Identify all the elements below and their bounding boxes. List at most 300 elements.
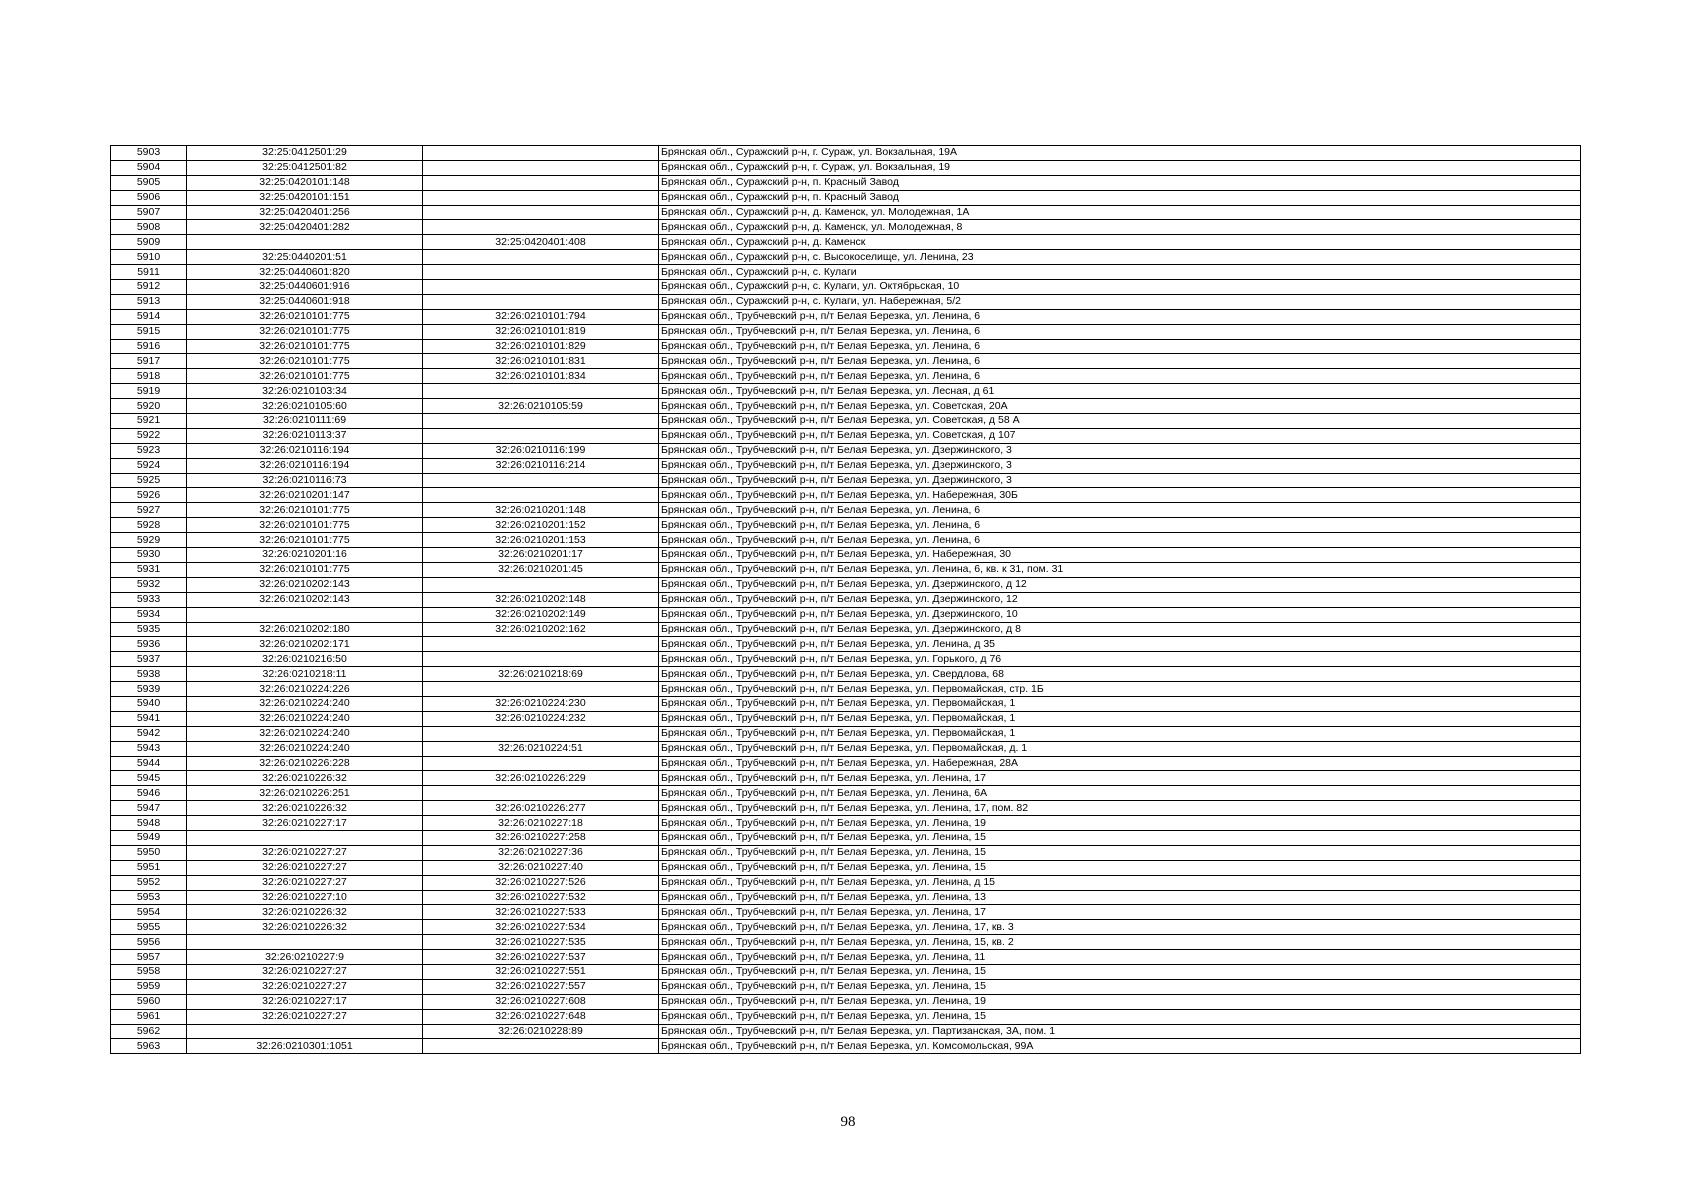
- cadastral-number-cell: 32:26:0210101:775: [187, 518, 423, 533]
- part-cadastral-number-cell: [423, 175, 659, 190]
- row-number-cell: 5944: [111, 756, 187, 771]
- cadastral-number-cell: 32:26:0210226:32: [187, 920, 423, 935]
- table-row: [111, 950, 1581, 965]
- table-row: [111, 994, 1581, 1009]
- address-cell: Брянская обл., Трубчевский р-н, п/т Белая Березка, ул. Ленина, 6: [659, 518, 1581, 533]
- row-number-cell: 5929: [111, 533, 187, 548]
- row-number-cell: 5961: [111, 1009, 187, 1024]
- cadastral-number-cell: 32:26:0210202:143: [187, 592, 423, 607]
- table-row: [111, 696, 1581, 711]
- part-cadastral-number-cell: 32:26:0210202:162: [423, 622, 659, 637]
- part-cadastral-number-cell: 32:26:0210227:608: [423, 994, 659, 1009]
- row-number-cell: 5942: [111, 726, 187, 741]
- table-row: [111, 160, 1581, 175]
- table-row: [111, 860, 1581, 875]
- address-cell: Брянская обл., Трубчевский р-н, п/т Белая Березка, ул. Первомайская, 1: [659, 726, 1581, 741]
- table-row: [111, 443, 1581, 458]
- part-cadastral-number-cell: 32:26:0210226:277: [423, 801, 659, 816]
- address-cell: Брянская обл., Трубчевский р-н, п/т Белая Березка, ул. Набережная, 30: [659, 548, 1581, 563]
- row-number-cell: 5962: [111, 1024, 187, 1039]
- part-cadastral-number-cell: 32:26:0210116:214: [423, 458, 659, 473]
- row-number-cell: 5953: [111, 890, 187, 905]
- table-row: [111, 622, 1581, 637]
- table-row: [111, 979, 1581, 994]
- cadastral-number-cell: 32:26:0210101:775: [187, 309, 423, 324]
- part-cadastral-number-cell: [423, 250, 659, 265]
- cadastral-number-cell: 32:25:0440601:918: [187, 294, 423, 309]
- address-cell: Брянская обл., Суражский р-н, д. Каменск, ул. Молодежная, 8: [659, 220, 1581, 235]
- table-row: [111, 428, 1581, 443]
- cadastral-number-cell: 32:26:0210226:251: [187, 786, 423, 801]
- table-row: [111, 875, 1581, 890]
- table-row: [111, 503, 1581, 518]
- table-row: [111, 905, 1581, 920]
- part-cadastral-number-cell: 32:26:0210116:199: [423, 443, 659, 458]
- address-cell: Брянская обл., Трубчевский р-н, п/т Белая Березка, ул. Свердлова, 68: [659, 667, 1581, 682]
- cadastral-number-cell: 32:26:0210103:34: [187, 384, 423, 399]
- part-cadastral-number-cell: 32:26:0210224:232: [423, 711, 659, 726]
- part-cadastral-number-cell: 32:26:0210227:537: [423, 950, 659, 965]
- part-cadastral-number-cell: 32:26:0210227:551: [423, 964, 659, 979]
- row-number-cell: 5937: [111, 652, 187, 667]
- address-cell: Брянская обл., Трубчевский р-н, п/т Белая Березка, ул. Дзержинского, д 8: [659, 622, 1581, 637]
- cadastral-number-cell: 32:26:0210201:147: [187, 488, 423, 503]
- address-cell: Брянская обл., Трубчевский р-н, п/т Белая Березка, ул. Ленина, 6: [659, 369, 1581, 384]
- address-cell: Брянская обл., Суражский р-н, г. Сураж, ул. Вокзальная, 19: [659, 160, 1581, 175]
- cadastral-number-cell: 32:26:0210227:27: [187, 845, 423, 860]
- cadastral-number-cell: 32:26:0210227:17: [187, 816, 423, 831]
- cadastral-number-cell: 32:25:0440601:820: [187, 265, 423, 280]
- row-number-cell: 5923: [111, 443, 187, 458]
- address-cell: Брянская обл., Трубчевский р-н, п/т Белая Березка, ул. Дзержинского, 10: [659, 607, 1581, 622]
- table-row: [111, 1039, 1581, 1054]
- address-cell: Брянская обл., Трубчевский р-н, п/т Белая Березка, ул. Ленина, 19: [659, 994, 1581, 1009]
- cadastral-number-cell: 32:26:0210226:32: [187, 905, 423, 920]
- row-number-cell: 5935: [111, 622, 187, 637]
- address-cell: Брянская обл., Трубчевский р-н, п/т Белая Березка, ул. Набережная, 30Б: [659, 488, 1581, 503]
- row-number-cell: 5939: [111, 682, 187, 697]
- address-cell: Брянская обл., Трубчевский р-н, п/т Белая Березка, ул. Ленина, 13: [659, 890, 1581, 905]
- cadastral-number-cell: 32:26:0210101:775: [187, 324, 423, 339]
- table-row: [111, 652, 1581, 667]
- address-cell: Брянская обл., Трубчевский р-н, п/т Белая Березка, ул. Ленина, 15: [659, 845, 1581, 860]
- row-number-cell: 5907: [111, 205, 187, 220]
- address-cell: Брянская обл., Трубчевский р-н, п/т Белая Березка, ул. Дзержинского, 3: [659, 443, 1581, 458]
- address-cell: Брянская обл., Трубчевский р-н, п/т Белая Березка, ул. Ленина, 15, кв. 2: [659, 935, 1581, 950]
- cadastral-number-cell: 32:25:0420401:256: [187, 205, 423, 220]
- table-row: [111, 324, 1581, 339]
- cadastral-number-cell: [187, 607, 423, 622]
- part-cadastral-number-cell: 32:26:0210227:18: [423, 816, 659, 831]
- part-cadastral-number-cell: 32:26:0210227:526: [423, 875, 659, 890]
- cadastral-number-cell: 32:26:0210111:69: [187, 414, 423, 429]
- table-row: [111, 369, 1581, 384]
- address-cell: Брянская обл., Суражский р-н, с. Высокоселище, ул. Ленина, 23: [659, 250, 1581, 265]
- address-cell: Брянская обл., Трубчевский р-н, п/т Белая Березка, ул. Ленина, 6: [659, 354, 1581, 369]
- part-cadastral-number-cell: [423, 756, 659, 771]
- address-cell: Брянская обл., Трубчевский р-н, п/т Белая Березка, ул. Первомайская, 1: [659, 711, 1581, 726]
- row-number-cell: 5960: [111, 994, 187, 1009]
- cadastral-number-cell: 32:26:0210224:226: [187, 682, 423, 697]
- cadastral-number-cell: 32:26:0210116:194: [187, 443, 423, 458]
- address-cell: Брянская обл., Трубчевский р-н, п/т Белая Березка, ул. Партизанская, 3А, пом. 1: [659, 1024, 1581, 1039]
- address-cell: Брянская обл., Трубчевский р-н, п/т Белая Березка, ул. Ленина, 17: [659, 905, 1581, 920]
- address-cell: Брянская обл., Трубчевский р-н, п/т Белая Березка, ул. Первомайская, 1: [659, 696, 1581, 711]
- part-cadastral-number-cell: 32:26:0210226:229: [423, 771, 659, 786]
- table-row: [111, 205, 1581, 220]
- cadastral-number-cell: 32:26:0210201:16: [187, 548, 423, 563]
- row-number-cell: 5945: [111, 771, 187, 786]
- table-row: [111, 175, 1581, 190]
- row-number-cell: 5914: [111, 309, 187, 324]
- cadastral-number-cell: 32:26:0210224:240: [187, 741, 423, 756]
- cadastral-number-cell: 32:26:0210227:27: [187, 979, 423, 994]
- table-row: [111, 384, 1581, 399]
- row-number-cell: 5938: [111, 667, 187, 682]
- address-cell: Брянская обл., Суражский р-н, п. Красный Завод: [659, 190, 1581, 205]
- cadastral-number-cell: 32:26:0210202:143: [187, 577, 423, 592]
- row-number-cell: 5909: [111, 235, 187, 250]
- table-row: [111, 920, 1581, 935]
- row-number-cell: 5912: [111, 280, 187, 295]
- cadastral-number-cell: 32:26:0210116:194: [187, 458, 423, 473]
- part-cadastral-number-cell: 32:26:0210105:59: [423, 399, 659, 414]
- table-row: [111, 786, 1581, 801]
- table-row: [111, 741, 1581, 756]
- table-row: [111, 607, 1581, 622]
- part-cadastral-number-cell: [423, 190, 659, 205]
- table-row: [111, 309, 1581, 324]
- part-cadastral-number-cell: 32:26:0210227:648: [423, 1009, 659, 1024]
- row-number-cell: 5954: [111, 905, 187, 920]
- part-cadastral-number-cell: [423, 384, 659, 399]
- cadastral-number-cell: 32:25:0420401:282: [187, 220, 423, 235]
- cadastral-number-cell: 32:26:0210301:1051: [187, 1039, 423, 1054]
- address-cell: Брянская обл., Трубчевский р-н, п/т Белая Березка, ул. Горького, д 76: [659, 652, 1581, 667]
- page-number: 98: [840, 1114, 856, 1130]
- cadastral-number-cell: [187, 1024, 423, 1039]
- row-number-cell: 5958: [111, 964, 187, 979]
- cadastral-number-cell: [187, 235, 423, 250]
- row-number-cell: 5924: [111, 458, 187, 473]
- table-row: [111, 577, 1581, 592]
- row-number-cell: 5930: [111, 548, 187, 563]
- table-row: [111, 548, 1581, 563]
- part-cadastral-number-cell: 32:26:0210227:535: [423, 935, 659, 950]
- cadastral-number-cell: 32:25:0420101:151: [187, 190, 423, 205]
- table-row: [111, 1024, 1581, 1039]
- part-cadastral-number-cell: 32:26:0210201:153: [423, 533, 659, 548]
- part-cadastral-number-cell: [423, 637, 659, 652]
- row-number-cell: 5922: [111, 428, 187, 443]
- table-row: [111, 458, 1581, 473]
- row-number-cell: 5916: [111, 339, 187, 354]
- part-cadastral-number-cell: 32:26:0210202:148: [423, 592, 659, 607]
- cadastral-number-cell: 32:26:0210202:171: [187, 637, 423, 652]
- address-cell: Брянская обл., Суражский р-н, с. Кулаги, ул. Набережная, 5/2: [659, 294, 1581, 309]
- cadastral-number-cell: 32:26:0210101:775: [187, 339, 423, 354]
- address-cell: Брянская обл., Трубчевский р-н, п/т Белая Березка, ул. Дзержинского, 3: [659, 473, 1581, 488]
- address-cell: Брянская обл., Трубчевский р-н, п/т Белая Березка, ул. Ленина, д 35: [659, 637, 1581, 652]
- table-row: [111, 146, 1581, 161]
- table-row: [111, 845, 1581, 860]
- address-cell: Брянская обл., Трубчевский р-н, п/т Белая Березка, ул. Дзержинского, д 12: [659, 577, 1581, 592]
- table-row: [111, 339, 1581, 354]
- address-cell: Брянская обл., Трубчевский р-н, п/т Белая Березка, ул. Ленина, 6: [659, 339, 1581, 354]
- row-number-cell: 5936: [111, 637, 187, 652]
- address-cell: Брянская обл., Трубчевский р-н, п/т Белая Березка, ул. Ленина, 19: [659, 816, 1581, 831]
- address-cell: Брянская обл., Трубчевский р-н, п/т Белая Березка, ул. Ленина, 17, пом. 82: [659, 801, 1581, 816]
- part-cadastral-number-cell: 32:26:0210101:829: [423, 339, 659, 354]
- part-cadastral-number-cell: [423, 786, 659, 801]
- part-cadastral-number-cell: 32:26:0210227:533: [423, 905, 659, 920]
- part-cadastral-number-cell: 32:26:0210227:532: [423, 890, 659, 905]
- row-number-cell: 5943: [111, 741, 187, 756]
- part-cadastral-number-cell: [423, 414, 659, 429]
- part-cadastral-number-cell: [423, 160, 659, 175]
- part-cadastral-number-cell: [423, 488, 659, 503]
- address-cell: Брянская обл., Трубчевский р-н, п/т Белая Березка, ул. Советская, д 58 А: [659, 414, 1581, 429]
- cadastral-number-cell: 32:26:0210113:37: [187, 428, 423, 443]
- part-cadastral-number-cell: 32:26:0210101:834: [423, 369, 659, 384]
- cadastral-number-cell: 32:26:0210226:32: [187, 801, 423, 816]
- row-number-cell: 5952: [111, 875, 187, 890]
- row-number-cell: 5951: [111, 860, 187, 875]
- table-row: [111, 414, 1581, 429]
- row-number-cell: 5918: [111, 369, 187, 384]
- cadastral-number-cell: 32:25:0412501:82: [187, 160, 423, 175]
- row-number-cell: 5920: [111, 399, 187, 414]
- cadastral-number-cell: 32:25:0420101:148: [187, 175, 423, 190]
- row-number-cell: 5925: [111, 473, 187, 488]
- address-cell: Брянская обл., Суражский р-н, д. Каменск: [659, 235, 1581, 250]
- part-cadastral-number-cell: 32:26:0210227:557: [423, 979, 659, 994]
- address-cell: Брянская обл., Трубчевский р-н, п/т Белая Березка, ул. Ленина, 11: [659, 950, 1581, 965]
- address-cell: Брянская обл., Трубчевский р-н, п/т Белая Березка, ул. Советская, д 107: [659, 428, 1581, 443]
- address-cell: Брянская обл., Трубчевский р-н, п/т Белая Березка, ул. Дзержинского, 3: [659, 458, 1581, 473]
- address-cell: Брянская обл., Трубчевский р-н, п/т Белая Березка, ул. Ленина, 6А: [659, 786, 1581, 801]
- cadastral-number-cell: 32:26:0210227:27: [187, 875, 423, 890]
- table-row: [111, 771, 1581, 786]
- address-cell: Брянская обл., Суражский р-н, с. Кулаги, ул. Октябрьская, 10: [659, 280, 1581, 295]
- table-row: [111, 250, 1581, 265]
- table-row: [111, 667, 1581, 682]
- row-number-cell: 5927: [111, 503, 187, 518]
- table-row: [111, 830, 1581, 845]
- part-cadastral-number-cell: 32:26:0210227:258: [423, 830, 659, 845]
- row-number-cell: 5903: [111, 146, 187, 161]
- cadastral-number-cell: 32:26:0210224:240: [187, 696, 423, 711]
- part-cadastral-number-cell: [423, 146, 659, 161]
- cadastral-number-cell: 32:26:0210101:775: [187, 354, 423, 369]
- address-cell: Брянская обл., Трубчевский р-н, п/т Белая Березка, ул. Ленина, 15: [659, 830, 1581, 845]
- address-cell: Брянская обл., Трубчевский р-н, п/т Белая Березка, ул. Комсомольская, 99А: [659, 1039, 1581, 1054]
- cadastral-number-cell: 32:26:0210227:27: [187, 1009, 423, 1024]
- row-number-cell: 5931: [111, 562, 187, 577]
- row-number-cell: 5949: [111, 830, 187, 845]
- address-cell: Брянская обл., Трубчевский р-н, п/т Белая Березка, ул. Ленина, 15: [659, 964, 1581, 979]
- cadastral-number-cell: 32:26:0210227:27: [187, 964, 423, 979]
- row-number-cell: 5928: [111, 518, 187, 533]
- row-number-cell: 5963: [111, 1039, 187, 1054]
- cadastral-number-cell: [187, 830, 423, 845]
- table-row: [111, 964, 1581, 979]
- part-cadastral-number-cell: 32:26:0210224:230: [423, 696, 659, 711]
- address-cell: Брянская обл., Трубчевский р-н, п/т Белая Березка, ул. Ленина, 17: [659, 771, 1581, 786]
- row-number-cell: 5904: [111, 160, 187, 175]
- table-row: [111, 280, 1581, 295]
- row-number-cell: 5934: [111, 607, 187, 622]
- row-number-cell: 5955: [111, 920, 187, 935]
- address-cell: Брянская обл., Трубчевский р-н, п/т Белая Березка, ул. Ленина, 6: [659, 309, 1581, 324]
- document-sheet: [110, 145, 1580, 1054]
- address-cell: Брянская обл., Трубчевский р-н, п/т Белая Березка, ул. Ленина, 6, кв. к 31, пом. 31: [659, 562, 1581, 577]
- cadastral-number-cell: 32:26:0210101:775: [187, 503, 423, 518]
- row-number-cell: 5919: [111, 384, 187, 399]
- row-number-cell: 5913: [111, 294, 187, 309]
- table-row: [111, 756, 1581, 771]
- address-cell: Брянская обл., Трубчевский р-н, п/т Белая Березка, ул. Советская, 20А: [659, 399, 1581, 414]
- row-number-cell: 5947: [111, 801, 187, 816]
- row-number-cell: 5906: [111, 190, 187, 205]
- table-row: [111, 488, 1581, 503]
- address-cell: Брянская обл., Суражский р-н, д. Каменск, ул. Молодежная, 1А: [659, 205, 1581, 220]
- part-cadastral-number-cell: 32:26:0210218:69: [423, 667, 659, 682]
- row-number-cell: 5917: [111, 354, 187, 369]
- address-cell: Брянская обл., Трубчевский р-н, п/т Белая Березка, ул. Ленина, 15: [659, 860, 1581, 875]
- address-cell: Брянская обл., Трубчевский р-н, п/т Белая Березка, ул. Лесная, д 61: [659, 384, 1581, 399]
- address-cell: Брянская обл., Трубчевский р-н, п/т Белая Березка, ул. Дзержинского, 12: [659, 592, 1581, 607]
- part-cadastral-number-cell: 32:26:0210201:17: [423, 548, 659, 563]
- table-row: [111, 235, 1581, 250]
- address-cell: Брянская обл., Суражский р-н, п. Красный Завод: [659, 175, 1581, 190]
- part-cadastral-number-cell: 32:26:0210101:831: [423, 354, 659, 369]
- table-row: [111, 816, 1581, 831]
- cadastral-number-cell: [187, 935, 423, 950]
- address-cell: Брянская обл., Трубчевский р-н, п/т Белая Березка, ул. Ленина, 6: [659, 324, 1581, 339]
- part-cadastral-number-cell: [423, 1039, 659, 1054]
- cadastral-number-cell: 32:26:0210202:180: [187, 622, 423, 637]
- cadastral-number-cell: 32:25:0440201:51: [187, 250, 423, 265]
- part-cadastral-number-cell: [423, 220, 659, 235]
- cadastral-number-cell: 32:26:0210101:775: [187, 562, 423, 577]
- table-row: [111, 935, 1581, 950]
- registry-table-body: [111, 146, 1581, 1054]
- cadastral-number-cell: 32:26:0210226:32: [187, 771, 423, 786]
- part-cadastral-number-cell: [423, 428, 659, 443]
- row-number-cell: 5921: [111, 414, 187, 429]
- table-row: [111, 1009, 1581, 1024]
- part-cadastral-number-cell: 32:26:0210202:149: [423, 607, 659, 622]
- address-cell: Брянская обл., Трубчевский р-н, п/т Белая Березка, ул. Ленина, 6: [659, 533, 1581, 548]
- cadastral-number-cell: 32:26:0210105:60: [187, 399, 423, 414]
- cadastral-number-cell: 32:26:0210227:17: [187, 994, 423, 1009]
- table-row: [111, 890, 1581, 905]
- cadastral-number-cell: 32:26:0210101:775: [187, 533, 423, 548]
- table-row: [111, 801, 1581, 816]
- table-row: [111, 399, 1581, 414]
- row-number-cell: 5946: [111, 786, 187, 801]
- row-number-cell: 5908: [111, 220, 187, 235]
- table-row: [111, 518, 1581, 533]
- row-number-cell: 5957: [111, 950, 187, 965]
- table-row: [111, 592, 1581, 607]
- row-number-cell: 5905: [111, 175, 187, 190]
- cadastral-number-cell: 32:26:0210216:50: [187, 652, 423, 667]
- part-cadastral-number-cell: 32:26:0210201:152: [423, 518, 659, 533]
- cadastral-number-cell: 32:25:0440601:916: [187, 280, 423, 295]
- cadastral-number-cell: 32:26:0210226:228: [187, 756, 423, 771]
- address-cell: Брянская обл., Трубчевский р-н, п/т Белая Березка, ул. Первомайская, стр. 1Б: [659, 682, 1581, 697]
- table-row: [111, 473, 1581, 488]
- row-number-cell: 5950: [111, 845, 187, 860]
- cadastral-number-cell: 32:26:0210227:27: [187, 860, 423, 875]
- cadastral-number-cell: 32:26:0210227:9: [187, 950, 423, 965]
- part-cadastral-number-cell: 32:26:0210101:794: [423, 309, 659, 324]
- part-cadastral-number-cell: [423, 682, 659, 697]
- part-cadastral-number-cell: 32:26:0210227:36: [423, 845, 659, 860]
- table-row: [111, 265, 1581, 280]
- row-number-cell: 5910: [111, 250, 187, 265]
- table-row: [111, 190, 1581, 205]
- cadastral-number-cell: 32:26:0210116:73: [187, 473, 423, 488]
- table-row: [111, 533, 1581, 548]
- part-cadastral-number-cell: 32:26:0210224:51: [423, 741, 659, 756]
- row-number-cell: 5926: [111, 488, 187, 503]
- part-cadastral-number-cell: 32:26:0210101:819: [423, 324, 659, 339]
- part-cadastral-number-cell: 32:26:0210227:534: [423, 920, 659, 935]
- row-number-cell: 5948: [111, 816, 187, 831]
- table-row: [111, 637, 1581, 652]
- row-number-cell: 5959: [111, 979, 187, 994]
- cadastral-number-cell: 32:26:0210101:775: [187, 369, 423, 384]
- part-cadastral-number-cell: [423, 265, 659, 280]
- address-cell: Брянская обл., Трубчевский р-н, п/т Белая Березка, ул. Набережная, 28А: [659, 756, 1581, 771]
- address-cell: Брянская обл., Суражский р-н, с. Кулаги: [659, 265, 1581, 280]
- part-cadastral-number-cell: [423, 726, 659, 741]
- part-cadastral-number-cell: [423, 473, 659, 488]
- address-cell: Брянская обл., Трубчевский р-н, п/т Белая Березка, ул. Ленина, 15: [659, 979, 1581, 994]
- table-row: [111, 294, 1581, 309]
- cadastral-number-cell: 32:26:0210227:10: [187, 890, 423, 905]
- cadastral-number-cell: 32:26:0210224:240: [187, 726, 423, 741]
- part-cadastral-number-cell: [423, 577, 659, 592]
- part-cadastral-number-cell: 32:26:0210201:45: [423, 562, 659, 577]
- part-cadastral-number-cell: [423, 652, 659, 667]
- cadastral-number-cell: 32:26:0210218:11: [187, 667, 423, 682]
- address-cell: Брянская обл., Трубчевский р-н, п/т Белая Березка, ул. Ленина, 15: [659, 1009, 1581, 1024]
- row-number-cell: 5933: [111, 592, 187, 607]
- table-row: [111, 682, 1581, 697]
- address-cell: Брянская обл., Трубчевский р-н, п/т Белая Березка, ул. Ленина, 6: [659, 503, 1581, 518]
- table-row: [111, 562, 1581, 577]
- cadastral-number-cell: 32:25:0412501:29: [187, 146, 423, 161]
- row-number-cell: 5941: [111, 711, 187, 726]
- part-cadastral-number-cell: 32:26:0210228:89: [423, 1024, 659, 1039]
- table-row: [111, 726, 1581, 741]
- row-number-cell: 5956: [111, 935, 187, 950]
- address-cell: Брянская обл., Трубчевский р-н, п/т Белая Березка, ул. Ленина, 17, кв. 3: [659, 920, 1581, 935]
- address-cell: Брянская обл., Суражский р-н, г. Сураж, ул. Вокзальная, 19А: [659, 146, 1581, 161]
- cadastral-number-cell: 32:26:0210224:240: [187, 711, 423, 726]
- table-row: [111, 354, 1581, 369]
- address-cell: Брянская обл., Трубчевский р-н, п/т Белая Березка, ул. Ленина, д 15: [659, 875, 1581, 890]
- part-cadastral-number-cell: [423, 205, 659, 220]
- address-cell: Брянская обл., Трубчевский р-н, п/т Белая Березка, ул. Первомайская, д. 1: [659, 741, 1581, 756]
- part-cadastral-number-cell: [423, 294, 659, 309]
- part-cadastral-number-cell: 32:25:0420401:408: [423, 235, 659, 250]
- row-number-cell: 5915: [111, 324, 187, 339]
